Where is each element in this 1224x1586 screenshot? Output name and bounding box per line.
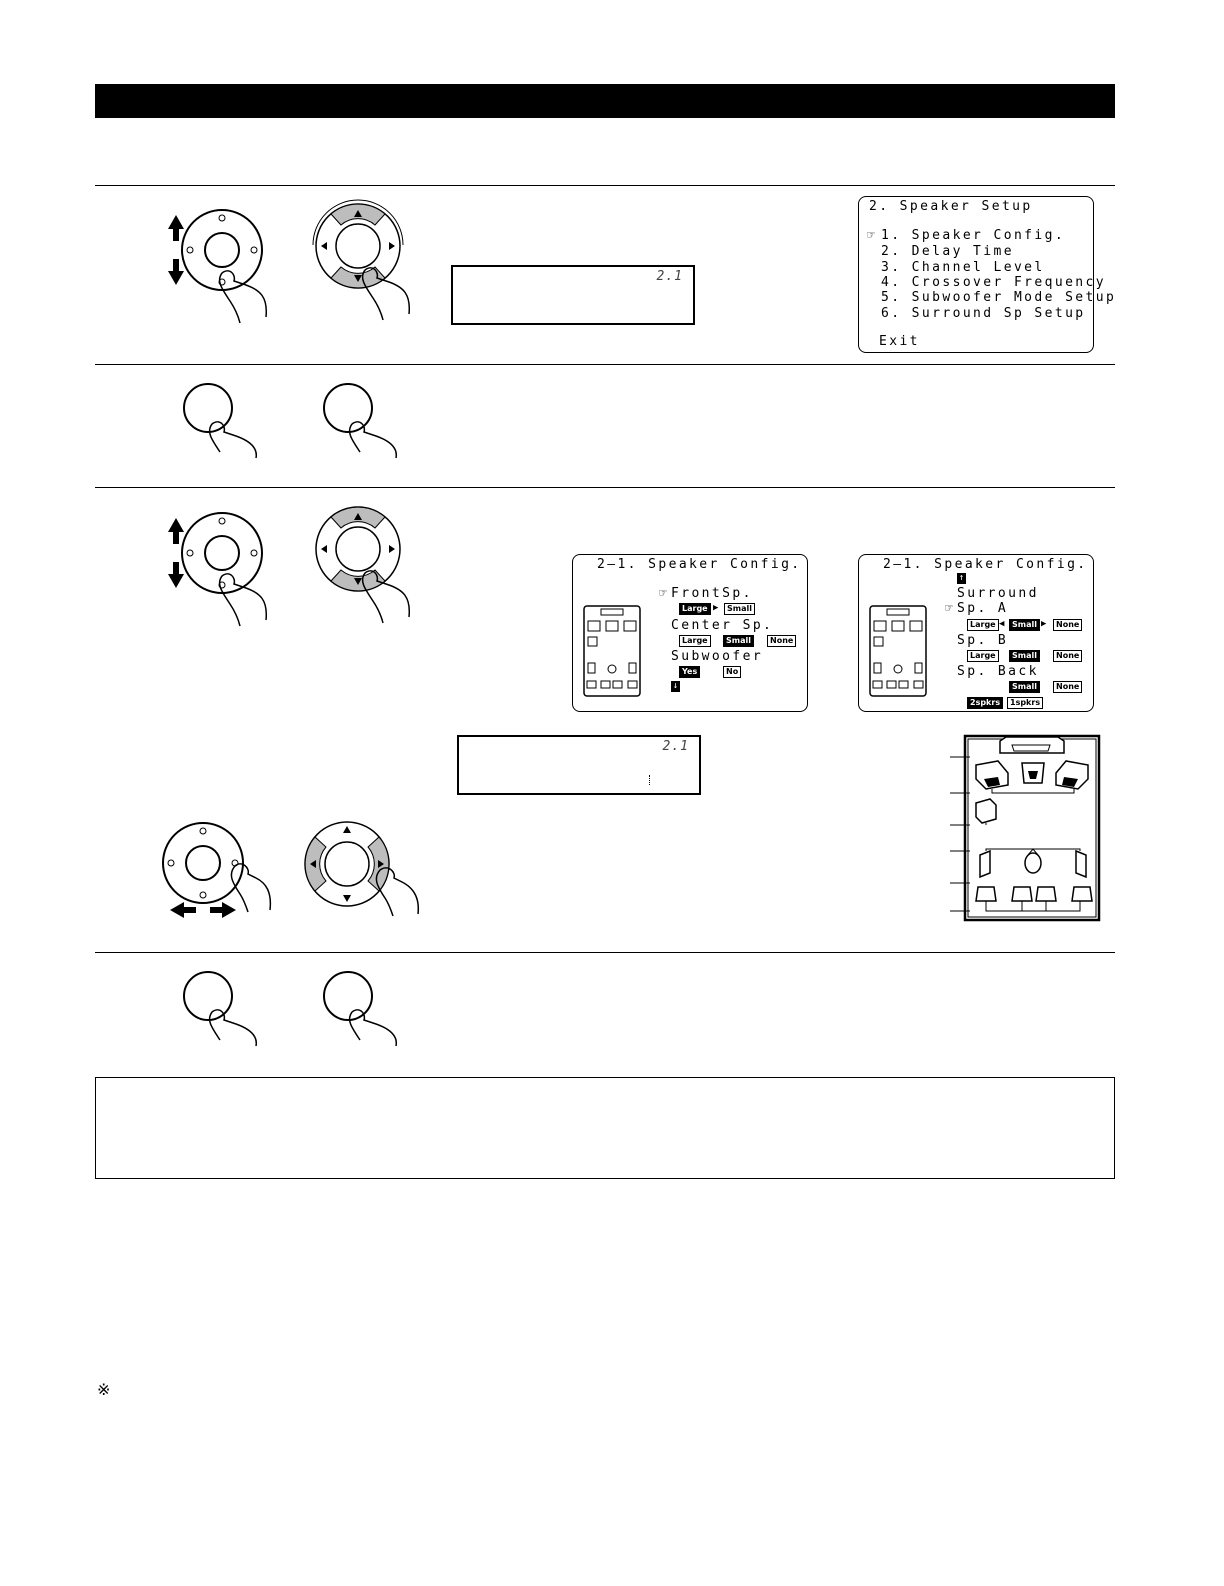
option-chip[interactable]: Large: [967, 650, 999, 662]
menu-exit[interactable]: Exit: [879, 334, 920, 349]
main-unit-jog-dial-updown: [160, 508, 280, 628]
option-chip[interactable]: 1spkrs: [1007, 697, 1043, 709]
osd-menu-speaker-setup: [858, 196, 1117, 353]
menu-item[interactable]: 1. Speaker Config.: [881, 228, 1066, 243]
option-chip[interactable]: None: [1053, 619, 1082, 631]
arrow-right-icon: ▶: [1041, 619, 1047, 629]
arrow-right-icon: ▶: [713, 603, 719, 613]
speaker-layout-icon: [583, 605, 641, 697]
option-chip[interactable]: 2spkrs: [967, 697, 1003, 709]
scroll-up-icon: ↑: [958, 573, 965, 583]
main-unit-jog-dial-updown: [160, 205, 280, 325]
osd-speaker-config-front: [572, 554, 808, 712]
option-chip[interactable]: Large: [679, 603, 711, 615]
remote-enter-button: [320, 968, 410, 1048]
menu-item[interactable]: 6. Surround Sp Setup: [881, 306, 1086, 321]
front-panel-display: [457, 735, 701, 795]
speaker-layout-icon: [869, 605, 927, 697]
surround-back-label: Sp. Back: [957, 664, 1039, 679]
note-box: [95, 1077, 1115, 1179]
option-chip[interactable]: Large: [967, 619, 999, 631]
cursor-icon: ☞: [867, 228, 878, 243]
screen-title: 2–1. Speaker Config.: [883, 557, 1088, 572]
option-chip[interactable]: None: [1053, 681, 1082, 693]
option-chip[interactable]: Small: [1009, 650, 1040, 662]
front-speaker-label: FrontSp.: [671, 586, 753, 601]
divider: [95, 952, 1115, 953]
option-chip[interactable]: Small: [1009, 681, 1040, 693]
center-speaker-label: Center Sp.: [671, 618, 774, 633]
surround-label: Surround: [957, 586, 1039, 601]
menu-item[interactable]: 3. Channel Level: [881, 260, 1045, 275]
option-chip[interactable]: Large: [679, 635, 711, 647]
remote-enter-button: [320, 380, 410, 460]
option-chip[interactable]: Small: [724, 603, 755, 615]
subwoofer-label: Subwoofer: [671, 649, 764, 664]
remote-cursor-pad-down: [305, 503, 425, 628]
cursor-icon: ☞: [945, 601, 956, 616]
remote-cursor-pad-down: [305, 200, 425, 325]
arrow-left-icon: ◀: [999, 619, 1005, 629]
section-header-bar: [95, 84, 1115, 118]
front-panel-display: [451, 265, 695, 325]
option-chip[interactable]: None: [1053, 650, 1082, 662]
surround-b-label: Sp. B: [957, 633, 1009, 648]
remote-cursor-pad-right: [300, 818, 430, 918]
divider: [95, 487, 1115, 488]
menu-item[interactable]: 2. Delay Time: [881, 244, 1014, 259]
osd-speaker-config-surround: [858, 554, 1094, 712]
speaker-layout-diagram: [950, 735, 1102, 921]
divider: [95, 185, 1115, 186]
menu-item[interactable]: 5. Subwoofer Mode Setup: [881, 290, 1117, 305]
screen-title: 2–1. Speaker Config.: [597, 557, 802, 572]
speaker-indicator-icon: [649, 775, 654, 785]
option-chip[interactable]: Small: [1009, 619, 1040, 631]
main-unit-enter-button: [180, 968, 270, 1048]
option-chip[interactable]: Yes: [679, 666, 700, 678]
option-chip[interactable]: No: [723, 666, 741, 678]
display-value: 2.1: [662, 739, 689, 754]
divider: [95, 364, 1115, 365]
main-unit-enter-button: [180, 380, 270, 460]
display-value: 2.1: [656, 269, 683, 284]
cursor-icon: ☞: [659, 586, 670, 601]
main-unit-jog-dial-leftright: [160, 818, 280, 928]
surround-a-label: Sp. A: [957, 601, 1009, 616]
option-chip[interactable]: None: [767, 635, 796, 647]
scroll-down-icon: ↓: [672, 681, 679, 691]
option-chip[interactable]: Small: [723, 635, 754, 647]
menu-title: 2. Speaker Setup: [869, 199, 1033, 214]
menu-item[interactable]: 4. Crossover Frequency: [881, 275, 1106, 290]
footnote-mark: ※: [97, 1380, 111, 1399]
